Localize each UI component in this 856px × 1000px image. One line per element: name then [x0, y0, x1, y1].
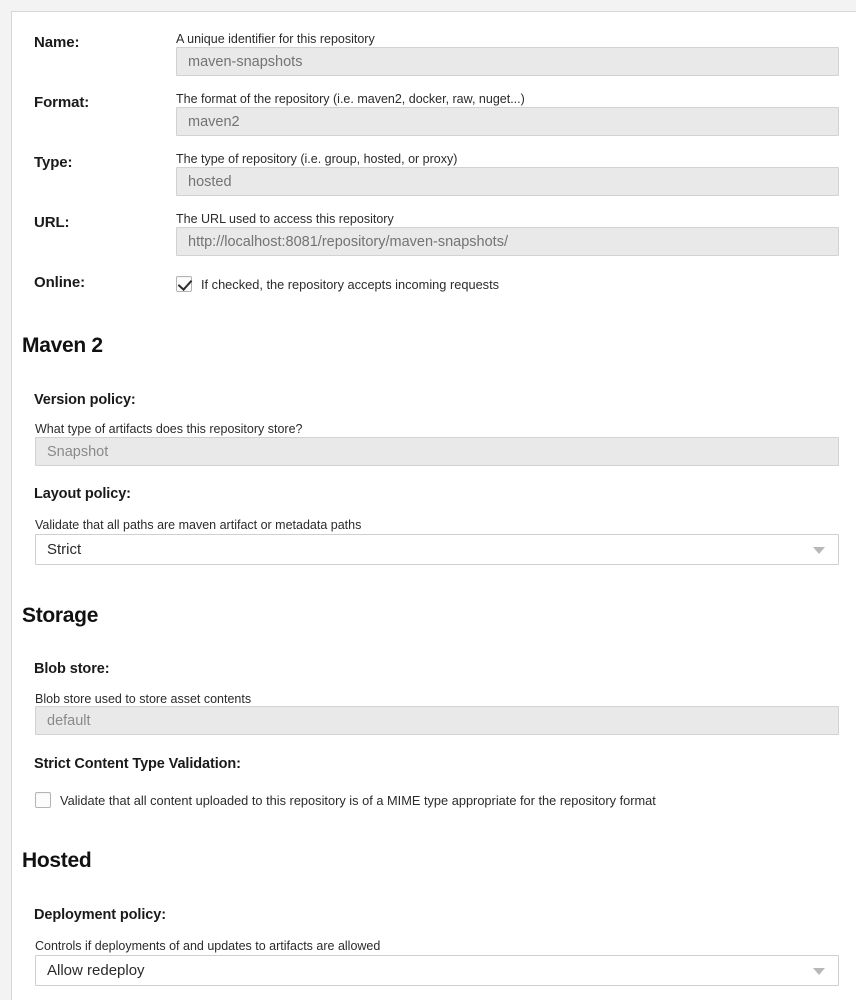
layout-policy-select[interactable] [35, 534, 839, 565]
version-policy-label: Version policy: [34, 392, 136, 408]
strict-content-type-checkbox-label: Validate that all content uploaded to this repository is of a MIME type appropriate for the repository format [60, 792, 656, 808]
layout-policy-label: Layout policy: [34, 486, 131, 502]
blob-store-help-text: Blob store used to store asset contents [35, 692, 252, 706]
form-row-format [12, 72, 856, 132]
form-row-name [12, 12, 856, 72]
url-label: URL: [34, 214, 70, 231]
form-row-online [12, 252, 856, 292]
chevron-down-icon[interactable] [813, 547, 825, 554]
name-input[interactable]: maven-snapshots [176, 47, 839, 76]
form-row-url [12, 192, 856, 252]
strict-content-type-checkbox[interactable] [35, 792, 51, 808]
strict-content-type-label: Strict Content Type Validation: [34, 756, 241, 772]
online-checkbox[interactable] [176, 276, 192, 292]
deployment-policy-select[interactable] [35, 955, 839, 986]
layout-policy-help-text: Validate that all paths are maven artifact or metadata paths [35, 518, 362, 532]
deployment-policy-help-text: Controls if deployments of and updates to artifacts are allowed [35, 939, 381, 953]
strict-content-type-checkbox-row[interactable] [35, 792, 656, 808]
chevron-down-icon[interactable] [813, 968, 825, 975]
hosted-section [12, 849, 856, 1000]
format-label: Format: [34, 94, 90, 111]
version-policy-help-text: What type of artifacts does this repository store? [35, 422, 303, 436]
storage-section [12, 604, 856, 824]
online-label: Online: [34, 274, 85, 291]
type-input[interactable]: hosted [176, 167, 839, 196]
repository-settings-panel [11, 11, 856, 1000]
form-row-type [12, 132, 856, 192]
online-checkbox-label: If checked, the repository accepts incoming requests [201, 276, 500, 292]
maven2-section-title: Maven 2 [22, 334, 103, 357]
storage-section-title: Storage [22, 604, 99, 627]
format-help-text: The format of the repository (i.e. maven2, docker, raw, nuget...) [176, 92, 525, 106]
url-input[interactable]: http://localhost:8081/repository/maven-snapshots/ [176, 227, 839, 256]
type-label: Type: [34, 154, 73, 171]
hosted-section-title: Hosted [22, 849, 92, 872]
maven2-section [12, 334, 856, 584]
name-help-text: A unique identifier for this repository [176, 32, 375, 46]
online-checkbox-row[interactable] [176, 276, 499, 292]
layout-policy-selected-value: Strict [47, 541, 82, 558]
deployment-policy-selected-value: Allow redeploy [47, 962, 145, 979]
deployment-policy-label: Deployment policy: [34, 907, 166, 923]
blob-store-label: Blob store: [34, 661, 110, 677]
blob-store-input[interactable]: default [35, 706, 839, 735]
type-help-text: The type of repository (i.e. group, hosted, or proxy) [176, 152, 458, 166]
name-label: Name: [34, 34, 80, 51]
version-policy-input[interactable]: Snapshot [35, 437, 839, 466]
url-help-text: The URL used to access this repository [176, 212, 394, 226]
format-input[interactable]: maven2 [176, 107, 839, 136]
